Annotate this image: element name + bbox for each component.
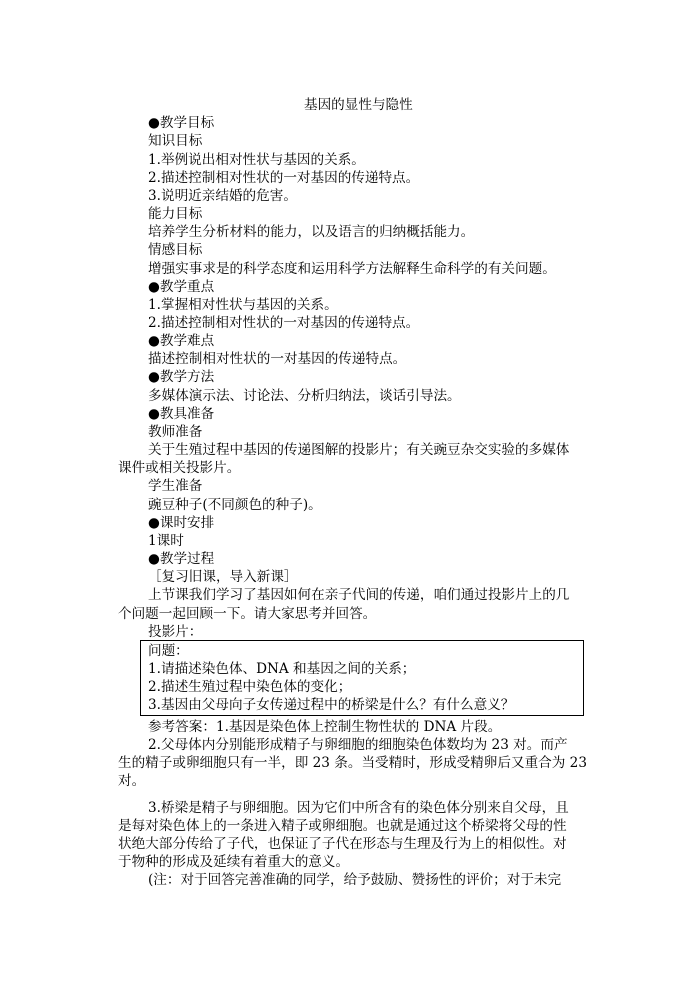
section-heading-methods: ●教学方法 [148,369,215,385]
box-heading: 问题： [148,643,189,659]
subheading: 知识目标 [148,133,203,149]
subheading: 教师准备 [148,424,203,440]
section-heading-objectives: ●教学目标 [148,115,215,131]
text-line: 2.描述控制相对性状的一对基因的传递特点。 [148,170,420,186]
text-line: 1.举例说出相对性状与基因的关系。 [148,152,365,168]
box-line: 3.基因由父母向子女传递过程中的桥梁是什么？有什么意义？ [148,697,515,713]
text-line: 描述控制相对性状的一对基因的传递特点。 [148,351,407,367]
text-line: 上节课我们学习了基因如何在亲子代间的传递，咱们通过投影片上的几 [148,587,570,603]
text-line: ［复习旧课，导入新课］ [148,569,298,585]
section-heading-difficulties: ●教学难点 [148,333,215,349]
text-line: 1.掌握相对性状与基因的关系。 [148,297,338,313]
text-line: 投影片： [148,624,203,640]
text-line: 培养学生分析材料的能力，以及语言的归纳概括能力。 [148,224,475,240]
box-line: 2.描述生殖过程中染色体的变化； [148,679,352,695]
text-line: 2.描述控制相对性状的一对基因的传递特点。 [148,315,420,331]
section-heading-schedule: ●课时安排 [148,515,215,531]
text-line: 3.说明近亲结婚的危害。 [148,188,297,204]
answer-line: 是每对染色体上的一条进入精子或卵细胞。也就是通过这个桥梁将父母的性 [118,818,567,834]
answer-line: 于物种的形成及延续有着重大的意义。 [118,854,350,870]
text-line: 个问题一起回顾一下。请大家思考并回答。 [118,606,377,622]
section-heading-materials: ●教具准备 [148,406,215,422]
answer-line: 3.桥梁是精子与卵细胞。因为它们中所含有的染色体分别来自父母，且 [148,800,569,816]
box-line: 1.请描述染色体、DNA 和基因之间的关系； [148,661,416,677]
text-line: 课件或相关投影片。 [118,460,241,476]
text-line: 1课时 [148,533,184,549]
section-heading-process: ●教学过程 [148,551,215,567]
subheading: 情感目标 [148,242,203,258]
note-line: (注：对于回答完善准确的同学，给予鼓励、赞扬性的评价；对于未完 [148,872,562,888]
text-line: 多媒体演示法、讨论法、分析归纳法，谈话引导法。 [148,388,461,404]
text-line: 增强实事求是的科学态度和运用科学方法解释生命科学的有关问题。 [148,261,556,277]
page-title: 基因的显性与隐性 [304,97,413,113]
answer-line: 参考答案：1.基因是染色体上控制生物性状的 DNA 片段。 [148,719,502,735]
answer-line: 2.父母体内分别能形成精子与卵细胞的细胞染色体数均为 23 对。而产 [148,737,568,753]
answer-line: 生的精子或卵细胞只有一半，即 23 条。当受精时，形成受精卵后又重合为 23 [118,755,587,771]
subheading: 学生准备 [148,478,203,494]
text-line: 豌豆种子(不同颜色的种子)。 [148,497,322,513]
section-heading-key-points: ●教学重点 [148,279,215,295]
answer-line: 对。 [118,773,146,789]
text-line: 关于生殖过程中基因的传递图解的投影片；有关豌豆杂交实验的多媒体 [148,442,570,458]
subheading: 能力目标 [148,206,203,222]
answer-line: 状绝大部分传给了子代，也保证了子代在形态与生理及行为上的相似性。对 [118,836,567,852]
